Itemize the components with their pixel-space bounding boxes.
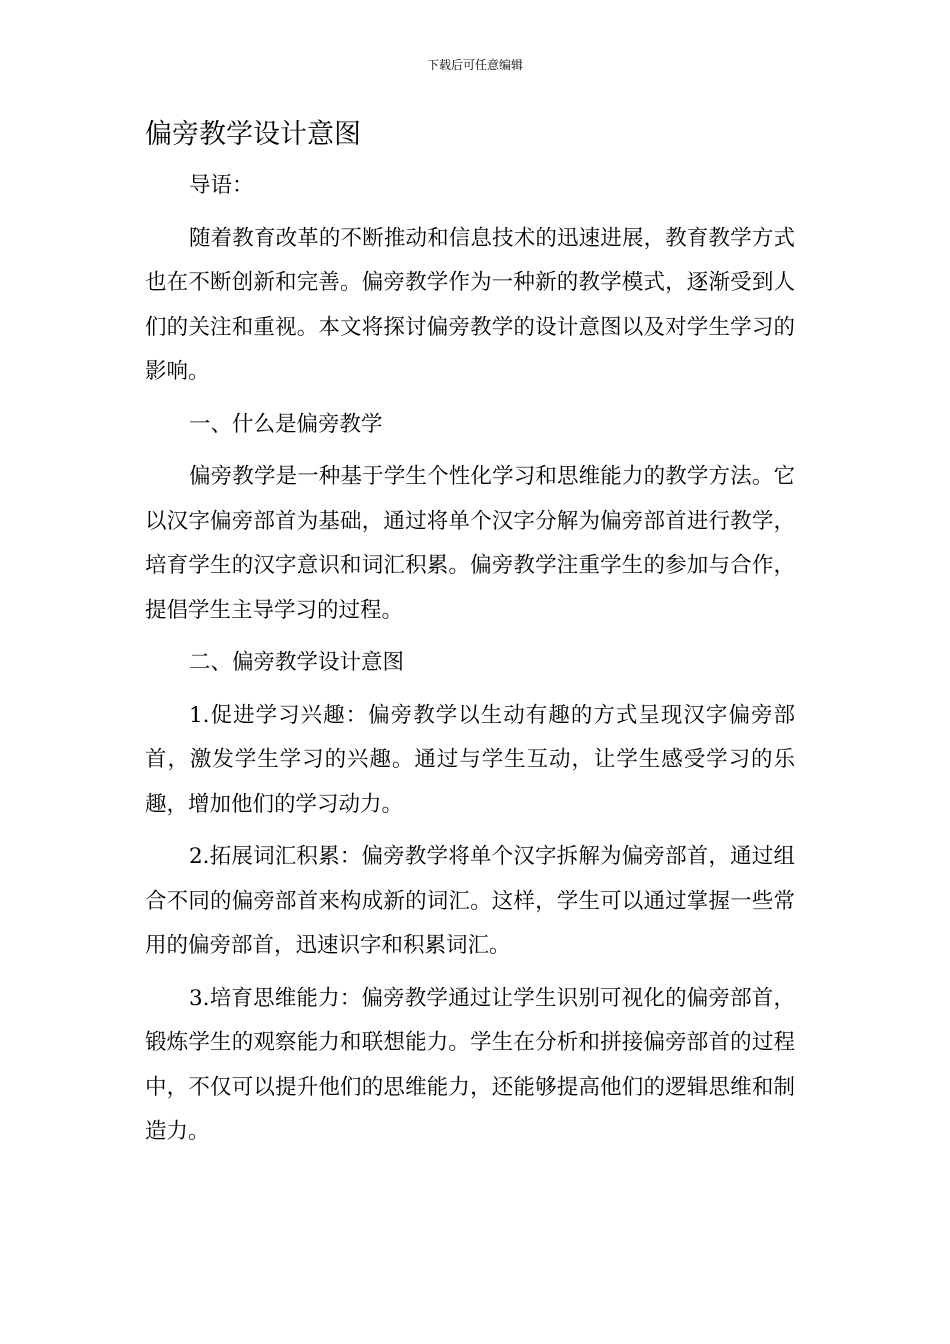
intro-paragraph: 随着教育改革的不断推动和信息技术的迅速进展，教育教学方式也在不断创新和完善。偏旁教学作为一种新的教学模式，逐渐受到人们的关注和重视。本文将探讨偏旁教学的设计意图以及对学生学习的影响。 bbox=[145, 225, 795, 384]
point-1-paragraph: 1.促进学习兴趣：偏旁教学以生动有趣的方式呈现汉字偏旁部首，激发学生学习的兴趣。通过与学生互动，让学生感受学习的乐趣，增加他们的学习动力。 bbox=[145, 702, 795, 817]
definition-paragraph: 偏旁教学是一种基于学生个性化学习和思维能力的教学方法。它以汉字偏旁部首为基础，通过将单个汉字分解为偏旁部首进行教学，培育学生的汉字意识和词汇积累。偏旁教学注重学生的参加与合作，提倡学生主导学习的过程。 bbox=[145, 464, 795, 623]
intro-label-paragraph: 导语： bbox=[189, 173, 254, 198]
document-body bbox=[145, 164, 795, 1163]
point-3-paragraph: 3.培育思维能力：偏旁教学通过让学生识别可视化的偏旁部首，锻炼学生的观察能力和联想能力。学生在分析和拼接偏旁部首的过程中，不仅可以提升他们的思维能力，还能够提高他们的逻辑思维和制造力。 bbox=[145, 985, 795, 1144]
document-title: 偏旁教学设计意图 bbox=[145, 119, 361, 150]
section-heading-what-is: 一、什么是偏旁教学 bbox=[189, 411, 383, 437]
point-2-paragraph: 2.拓展词汇积累：偏旁教学将单个汉字拆解为偏旁部首，通过组合不同的偏旁部首来构成新的词汇。这样，学生可以通过掌握一些常用的偏旁部首，迅速识字和积累词汇。 bbox=[145, 844, 795, 958]
section-heading-design-intent: 二、偏旁教学设计意图 bbox=[189, 650, 405, 675]
download-note: 下载后可任意编辑 bbox=[426, 58, 523, 72]
